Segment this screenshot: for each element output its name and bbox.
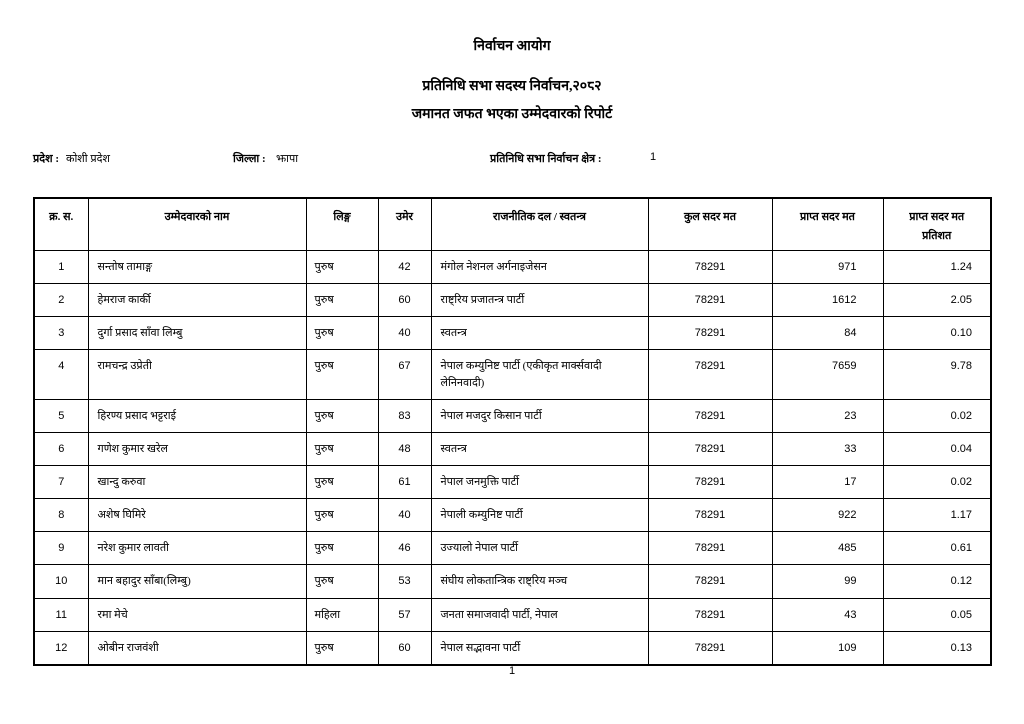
cell-party: उज्यालो नेपाल पार्टी: [431, 532, 648, 565]
cell-party: स्वतन्त्र: [431, 433, 648, 466]
cell-candidate-name: मान बहादुर साँबा(लिम्बु): [88, 565, 306, 598]
table-row: [34, 532, 991, 565]
cell-gender: महिला: [306, 598, 378, 631]
header-serial: क्र. स.: [34, 198, 88, 251]
cell-gender: पुरुष: [306, 532, 378, 565]
cell-gender: पुरुष: [306, 499, 378, 532]
table-row: [34, 284, 991, 317]
cell-party: मंगोल नेशनल अर्गनाइजेसन: [431, 251, 648, 284]
table-row: [34, 433, 991, 466]
header-vote-percent-line2: प्रतिशत: [922, 230, 952, 242]
cell-received-votes: 971: [772, 251, 883, 284]
cell-serial: 6: [34, 433, 88, 466]
cell-vote-percent: 0.05: [883, 598, 991, 631]
header-age: उमेर: [378, 198, 431, 251]
cell-age: 40: [378, 317, 431, 350]
cell-party: स्वतन्त्र: [431, 317, 648, 350]
cell-gender: पुरुष: [306, 251, 378, 284]
cell-total-votes: 78291: [648, 317, 772, 350]
report-title: जमानत जफत भएका उम्मेदवारको रिपोर्ट: [411, 107, 613, 122]
cell-candidate-name: दुर्गा प्रसाद साँवा लिम्बु: [88, 317, 306, 350]
cell-candidate-name: रमा मेचे: [88, 598, 306, 631]
cell-candidate-name: हेमराज कार्की: [88, 284, 306, 317]
cell-total-votes: 78291: [648, 251, 772, 284]
cell-gender: पुरुष: [306, 565, 378, 598]
cell-serial: 12: [34, 631, 88, 665]
cell-gender: पुरुष: [306, 631, 378, 665]
cell-candidate-name: सन्तोष तामाङ्ग: [88, 251, 306, 284]
cell-total-votes: 78291: [648, 466, 772, 499]
cell-vote-percent: 0.13: [883, 631, 991, 665]
cell-received-votes: 17: [772, 466, 883, 499]
cell-candidate-name: ओबीन राजवंशी: [88, 631, 306, 665]
table-row: [34, 400, 991, 433]
table-row: [34, 565, 991, 598]
cell-serial: 9: [34, 532, 88, 565]
header-vote-percent: [883, 198, 991, 251]
cell-total-votes: 78291: [648, 433, 772, 466]
cell-age: 60: [378, 631, 431, 665]
table-row: [34, 631, 991, 665]
cell-serial: 2: [34, 284, 88, 317]
cell-age: 53: [378, 565, 431, 598]
cell-total-votes: 78291: [648, 631, 772, 665]
cell-party: जनता समाजवादी पार्टी, नेपाल: [431, 598, 648, 631]
constituency-label: प्रतिनिधि सभा निर्वाचन क्षेत्र :: [490, 153, 602, 165]
cell-serial: 8: [34, 499, 88, 532]
cell-received-votes: 922: [772, 499, 883, 532]
cell-total-votes: 78291: [648, 400, 772, 433]
cell-party: नेपाल कम्युनिष्ट पार्टी (एकीकृत मार्क्सवादी लेनिनवादी): [431, 350, 648, 400]
header-candidate-name: उम्मेदवारको नाम: [88, 198, 306, 251]
cell-candidate-name: खान्दु करुवा: [88, 466, 306, 499]
page-number: 1: [508, 665, 516, 677]
cell-total-votes: 78291: [648, 565, 772, 598]
cell-serial: 1: [34, 251, 88, 284]
cell-received-votes: 99: [772, 565, 883, 598]
cell-received-votes: 1612: [772, 284, 883, 317]
cell-total-votes: 78291: [648, 350, 772, 400]
cell-age: 60: [378, 284, 431, 317]
cell-serial: 11: [34, 598, 88, 631]
table-row: [34, 317, 991, 350]
table-body: [34, 251, 991, 665]
province-value: कोशी प्रदेश: [66, 153, 110, 165]
cell-party: नेपाल सद्भावना पार्टी: [431, 631, 648, 665]
cell-party: नेपाली कम्युनिष्ट पार्टी: [431, 499, 648, 532]
header-total-votes: कुल सदर मत: [648, 198, 772, 251]
cell-gender: पुरुष: [306, 433, 378, 466]
cell-age: 46: [378, 532, 431, 565]
cell-received-votes: 33: [772, 433, 883, 466]
cell-vote-percent: 0.10: [883, 317, 991, 350]
election-title: प्रतिनिधि सभा सदस्य निर्वाचन,२०८२: [422, 79, 602, 94]
cell-total-votes: 78291: [648, 532, 772, 565]
cell-total-votes: 78291: [648, 284, 772, 317]
cell-received-votes: 23: [772, 400, 883, 433]
cell-party: संघीय लोकतान्त्रिक राष्ट्रिय मञ्च: [431, 565, 648, 598]
cell-serial: 5: [34, 400, 88, 433]
cell-candidate-name: हिरण्य प्रसाद भट्टराई: [88, 400, 306, 433]
cell-gender: पुरुष: [306, 350, 378, 400]
cell-serial: 10: [34, 565, 88, 598]
header-party: राजनीतिक दल / स्वतन्त्र: [431, 198, 648, 251]
cell-received-votes: 7659: [772, 350, 883, 400]
cell-vote-percent: 1.17: [883, 499, 991, 532]
header-vote-percent-line1: प्राप्त सदर मत: [909, 211, 965, 223]
province-label: प्रदेश :: [33, 153, 59, 165]
constituency-value: 1: [650, 151, 657, 163]
cell-vote-percent: 2.05: [883, 284, 991, 317]
header-received-votes: प्राप्त सदर मत: [772, 198, 883, 251]
cell-received-votes: 43: [772, 598, 883, 631]
cell-vote-percent: 1.24: [883, 251, 991, 284]
cell-vote-percent: 0.02: [883, 400, 991, 433]
cell-party: नेपाल मजदुर किसान पार्टी: [431, 400, 648, 433]
cell-age: 61: [378, 466, 431, 499]
cell-age: 83: [378, 400, 431, 433]
cell-candidate-name: रामचन्द्र उप्रेती: [88, 350, 306, 400]
cell-candidate-name: गणेश कुमार खरेल: [88, 433, 306, 466]
cell-total-votes: 78291: [648, 598, 772, 631]
header-gender: लिङ्ग: [306, 198, 378, 251]
district-label: जिल्ला :: [233, 153, 266, 165]
cell-gender: पुरुष: [306, 466, 378, 499]
meta-bar: [0, 151, 1024, 169]
cell-serial: 3: [34, 317, 88, 350]
cell-received-votes: 485: [772, 532, 883, 565]
cell-party: राष्ट्रिय प्रजातन्त्र पार्टी: [431, 284, 648, 317]
cell-age: 42: [378, 251, 431, 284]
table-row: [34, 598, 991, 631]
cell-gender: पुरुष: [306, 317, 378, 350]
cell-vote-percent: 0.12: [883, 565, 991, 598]
cell-party: नेपाल जनमुक्ति पार्टी: [431, 466, 648, 499]
table-row: [34, 251, 991, 284]
cell-candidate-name: नरेश कुमार लावती: [88, 532, 306, 565]
table-row: [34, 350, 991, 400]
table-header: [34, 198, 991, 251]
cell-received-votes: 84: [772, 317, 883, 350]
header-row: [34, 198, 991, 251]
cell-gender: पुरुष: [306, 400, 378, 433]
cell-age: 67: [378, 350, 431, 400]
cell-gender: पुरुष: [306, 284, 378, 317]
cell-received-votes: 109: [772, 631, 883, 665]
cell-vote-percent: 0.02: [883, 466, 991, 499]
cell-serial: 4: [34, 350, 88, 400]
cell-total-votes: 78291: [648, 499, 772, 532]
cell-age: 57: [378, 598, 431, 631]
district-value: झापा: [276, 153, 299, 165]
table-row: [34, 499, 991, 532]
cell-age: 40: [378, 499, 431, 532]
cell-age: 48: [378, 433, 431, 466]
cell-vote-percent: 0.61: [883, 532, 991, 565]
table-row: [34, 466, 991, 499]
cell-vote-percent: 9.78: [883, 350, 991, 400]
cell-vote-percent: 0.04: [883, 433, 991, 466]
cell-candidate-name: अशेष घिमिरे: [88, 499, 306, 532]
org-title: निर्वाचन आयोग: [473, 39, 551, 54]
candidates-table: [33, 197, 992, 666]
cell-serial: 7: [34, 466, 88, 499]
